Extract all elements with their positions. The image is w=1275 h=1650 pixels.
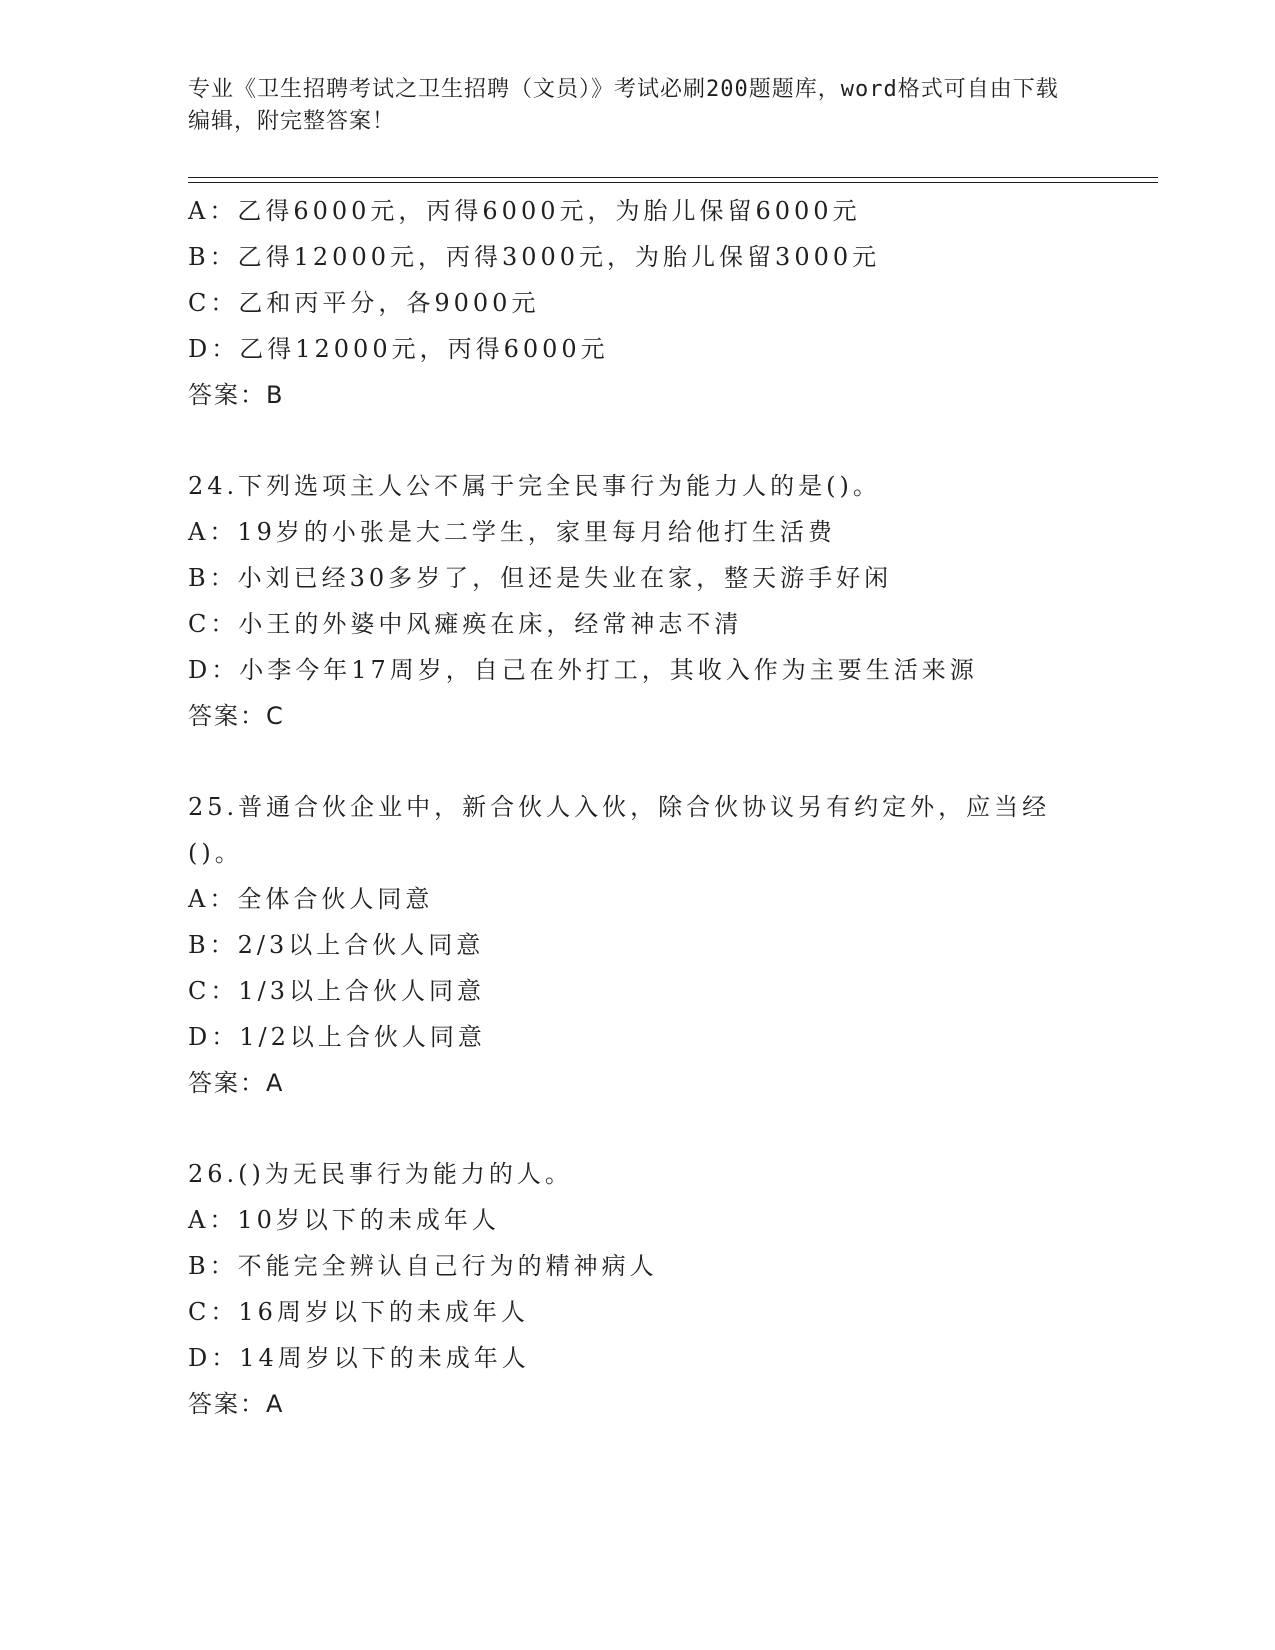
header-divider-bottom (188, 182, 1158, 183)
question-stem: 24.下列选项主人公不属于完全民事行为能力人的是()。 (188, 472, 881, 500)
answer-line: 答案：A (188, 1390, 285, 1418)
spacer (188, 739, 1088, 784)
question-stem: 25.普通合伙企业中，新合伙人入伙，除合伙协议另有约定外，应当经()。 (188, 793, 1051, 867)
spacer (188, 1106, 1088, 1151)
question-block-24 (188, 463, 1088, 739)
spacer (188, 418, 1088, 463)
option-c: C：乙和丙平分，各9000元 (188, 289, 540, 317)
option-a: A：全体合伙人同意 (188, 885, 434, 913)
option-d: D：14周岁以下的未成年人 (188, 1344, 530, 1372)
option-c: C：1/3以上合伙人同意 (188, 977, 485, 1005)
option-c: C：16周岁以下的未成年人 (188, 1298, 529, 1326)
option-a: A：19岁的小张是大二学生，家里每月给他打生活费 (188, 518, 836, 546)
header-divider-top (188, 177, 1158, 178)
option-b: B：小刘已经30多岁了，但还是失业在家，整天游手好闲 (188, 564, 893, 592)
option-b: B：不能完全辨认自己行为的精神病人 (188, 1252, 658, 1280)
option-d: D：1/2以上合伙人同意 (188, 1023, 486, 1051)
option-d: D：小李今年17周岁，自己在外打工，其收入作为主要生活来源 (188, 656, 978, 684)
option-c: C：小王的外婆中风瘫痪在床，经常神志不清 (188, 610, 743, 638)
answer-line: 答案：B (188, 381, 285, 409)
option-b: B：乙得12000元，丙得3000元，为胎儿保留3000元 (188, 243, 881, 271)
document-header-title: 专业《卫生招聘考试之卫生招聘（文员）》考试必刷200题题库，word格式可自由下载编辑，附完整答案！ (188, 77, 1059, 134)
question-stem: 26.()为无民事行为能力的人。 (188, 1160, 573, 1188)
answer-line: 答案：A (188, 1069, 285, 1097)
question-block-25 (188, 784, 1088, 1106)
question-block-26 (188, 1151, 1088, 1427)
question-list (188, 188, 1088, 1427)
question-block-prev (188, 188, 1088, 418)
option-a: A：10岁以下的未成年人 (188, 1206, 500, 1234)
option-d: D：乙得12000元，丙得6000元 (188, 335, 609, 363)
option-a: A：乙得6000元，丙得6000元，为胎儿保留6000元 (188, 197, 861, 225)
option-b: B：2/3以上合伙人同意 (188, 931, 485, 959)
answer-line: 答案：C (188, 702, 285, 730)
